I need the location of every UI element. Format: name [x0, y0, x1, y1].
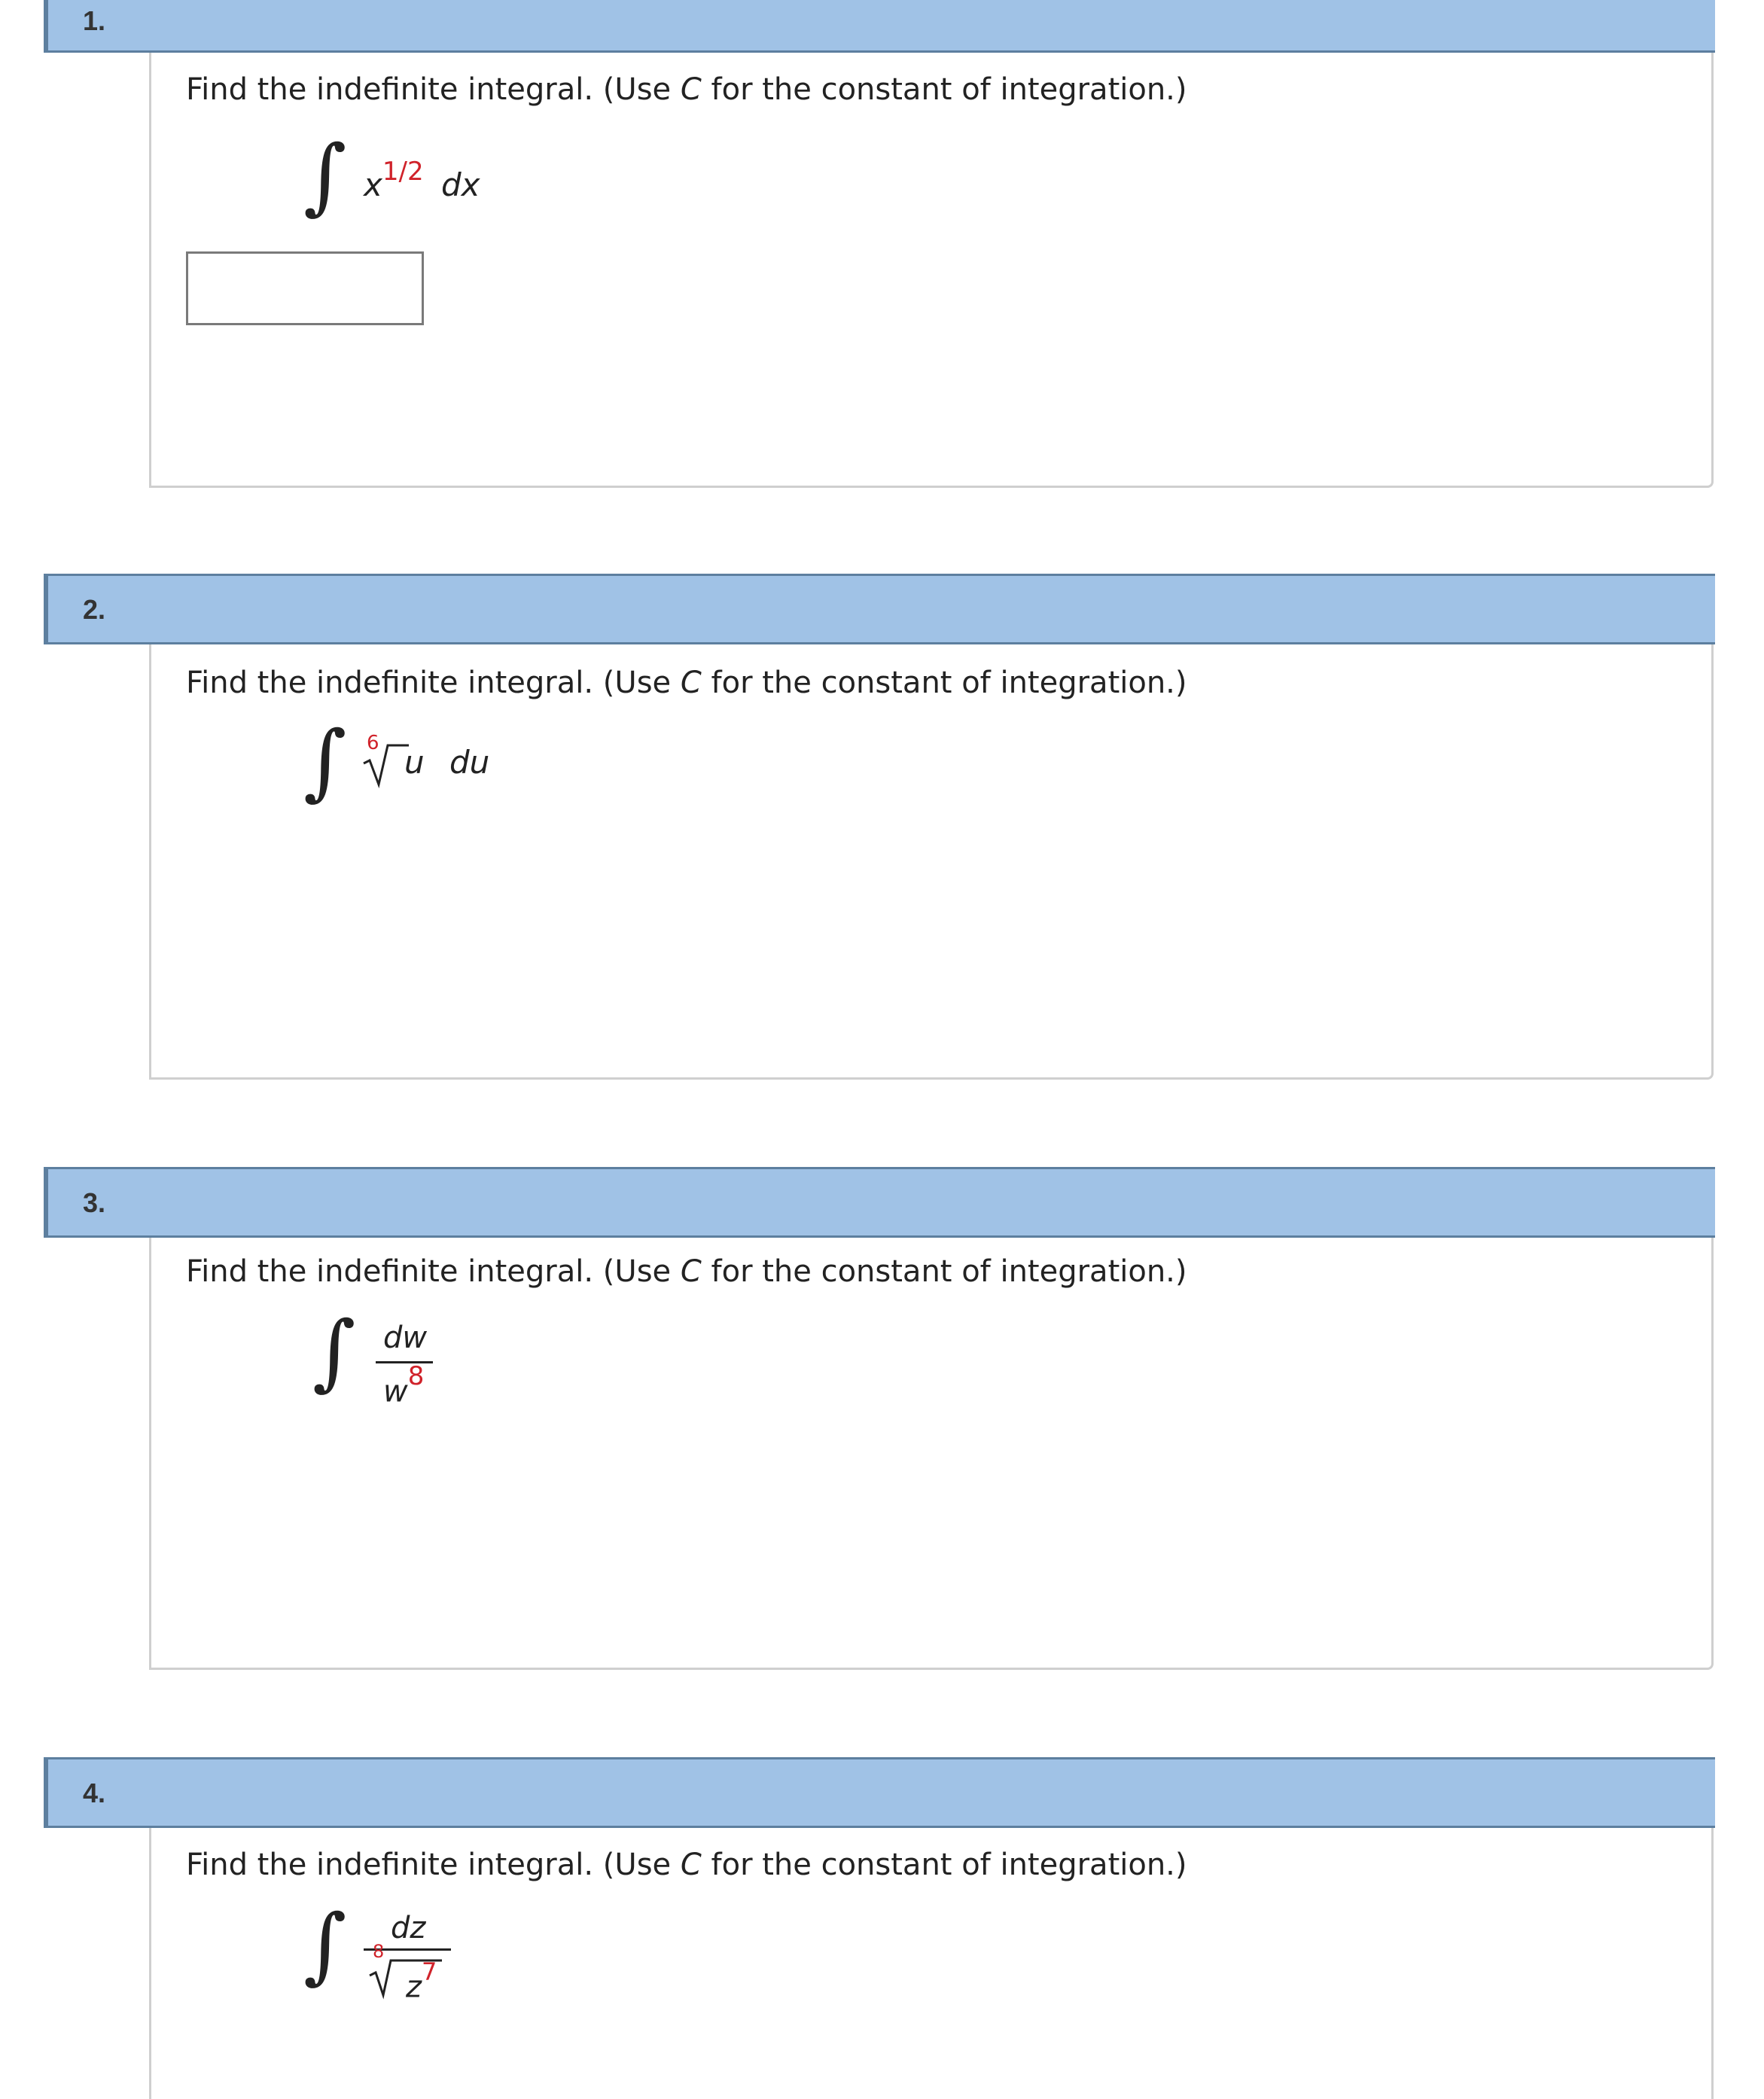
- question-1-body: [149, 53, 1714, 488]
- denominator-base: z: [406, 1970, 422, 2005]
- integral-sign: ∫: [303, 127, 347, 224]
- question-2-header: [44, 574, 1715, 644]
- question-prompt: Find the indefinite integral. (Use C for the constant of integration.): [186, 1254, 1187, 1289]
- question-4-header: [44, 1757, 1715, 1828]
- question-prompt: Find the indefinite integral. (Use C for the constant of integration.): [186, 72, 1187, 107]
- denominator: [406, 1957, 437, 2005]
- denominator: [383, 1361, 425, 1409]
- question-2-body: [149, 644, 1714, 1080]
- answer-input[interactable]: [186, 251, 424, 325]
- question-prompt: Find the indefinite integral. (Use C for the constant of integration.): [186, 1848, 1187, 1882]
- integral-sign: ∫: [303, 713, 347, 809]
- base: x: [364, 166, 382, 203]
- question-3-body: [149, 1238, 1714, 1670]
- question-3-header: [44, 1167, 1715, 1238]
- integrand: [404, 744, 489, 781]
- integrand: [364, 157, 480, 203]
- fraction-line: [376, 1361, 433, 1363]
- differential: du: [449, 744, 490, 781]
- question-prompt: Find the indefinite integral. (Use C for the constant of integration.): [186, 666, 1187, 700]
- question-4-body: [149, 1828, 1714, 2099]
- integral-sign: ∫: [312, 1303, 356, 1400]
- question-number: 2.: [83, 594, 106, 625]
- numerator: dw: [383, 1321, 428, 1355]
- denominator-base: w: [383, 1374, 408, 1409]
- denominator-exponent: 8: [407, 1361, 425, 1391]
- differential: dx: [440, 166, 480, 203]
- root-index: 6: [367, 732, 379, 754]
- question-number: 3.: [83, 1187, 106, 1218]
- numerator: dz: [391, 1911, 426, 1945]
- integral-sign: ∫: [303, 1896, 347, 1993]
- question-number: 1.: [83, 5, 106, 36]
- question-1-header: [44, 0, 1715, 53]
- denominator-exponent: 7: [422, 1957, 437, 1986]
- root-index: 8: [373, 1941, 385, 1962]
- exponent: 1/2: [382, 157, 424, 187]
- question-number: 4.: [83, 1778, 106, 1808]
- radicand: u: [404, 744, 425, 781]
